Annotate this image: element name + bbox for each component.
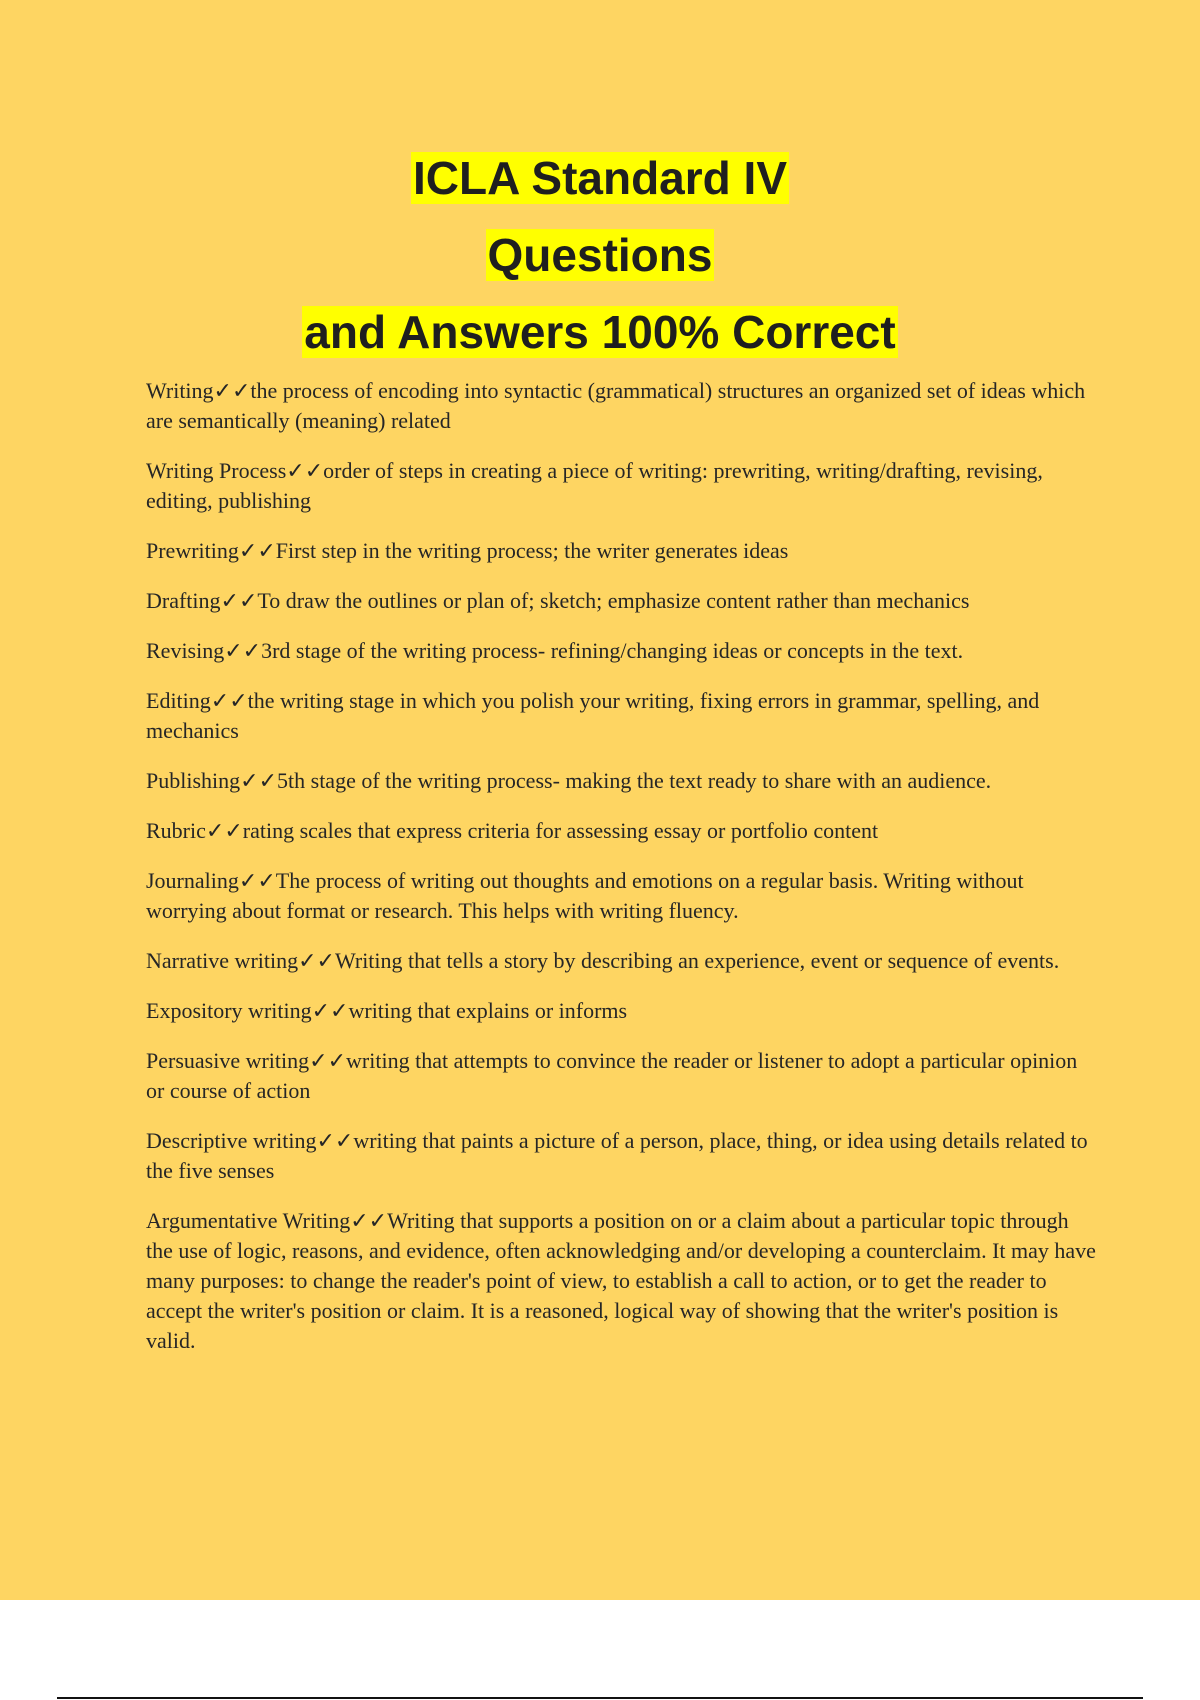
entry-term: Writing (146, 378, 214, 403)
entry-term: Descriptive writing (146, 1128, 317, 1153)
title-line-3: and Answers 100% Correct (304, 306, 896, 358)
entry-definition: writing that paints a picture of a person, place, thing, or idea using details related to the five senses (146, 1128, 1088, 1183)
entry-definition: the writing stage in which you polish your writing, fixing errors in grammar, spelling, and mechanics (146, 688, 1040, 743)
entry-term: Argumentative Writing (146, 1208, 351, 1233)
flashcard-entry (146, 816, 1096, 846)
entry-term: Writing Process (146, 458, 287, 483)
entry-term: Narrative writing (146, 948, 299, 973)
flashcard-entry (146, 456, 1096, 516)
flashcard-entry (146, 996, 1096, 1026)
check-mark-icon: ✓✓ (213, 378, 251, 403)
flashcard-entry (146, 686, 1096, 746)
check-mark-icon: ✓✓ (316, 1128, 354, 1153)
entry-term: Journaling (146, 868, 239, 893)
entry-definition: The process of writing out thoughts and emotions on a regular basis. Writing without worrying about format or research. This helps with writing fluency. (146, 868, 1024, 923)
entry-definition: rating scales that express criteria for assessing essay or portfolio content (242, 818, 879, 843)
entry-term: Persuasive writing (146, 1048, 310, 1073)
entry-definition: 3rd stage of the writing process- refining/changing ideas or concepts in the text. (261, 638, 964, 663)
flashcard-entry (146, 376, 1096, 436)
entry-definition: To draw the outlines or plan of; sketch; emphasize content rather than mechanics (257, 588, 970, 613)
check-mark-icon: ✓✓ (205, 818, 243, 843)
check-mark-icon: ✓✓ (309, 1048, 347, 1073)
flashcard-list (146, 376, 1096, 1376)
check-mark-icon: ✓✓ (286, 458, 324, 483)
flashcard-entry (146, 946, 1096, 976)
entry-definition: First step in the writing process; the writer generates ideas (275, 538, 789, 563)
entry-term: Expository writing (146, 998, 312, 1023)
entry-definition: Writing that tells a story by describing an experience, event or sequence of events. (334, 948, 1060, 973)
flashcard-entry (146, 1126, 1096, 1186)
flashcard-entry (146, 1046, 1096, 1106)
check-mark-icon: ✓✓ (224, 638, 262, 663)
page-footer-divider (57, 1697, 1143, 1699)
entry-term: Rubric (146, 818, 206, 843)
flashcard-entry (146, 536, 1096, 566)
check-mark-icon: ✓✓ (240, 768, 278, 793)
check-mark-icon: ✓✓ (220, 588, 258, 613)
entry-term: Editing (146, 688, 211, 713)
entry-definition: Writing that supports a position on or a claim about a particular topic through the use of logic, reasons, and evidence, often acknowledging and/or developing a counterclaim. It may have many purposes: to change the reader's point of view, to establish a call to action, or to get the reader to accept the writer's position or claim. It is a reasoned, logical way of showing that the writer's position is valid. (146, 1208, 1096, 1353)
entry-definition: the process of encoding into syntactic (grammatical) structures an organized set of ideas which are semantically (meaning) related (146, 378, 1086, 433)
entry-term: Drafting (146, 588, 221, 613)
flashcard-entry (146, 866, 1096, 926)
check-mark-icon: ✓✓ (298, 948, 335, 973)
entry-definition: 5th stage of the writing process- making the text ready to share with an audience. (277, 768, 992, 793)
check-mark-icon: ✓✓ (238, 538, 276, 563)
entry-definition: writing that explains or informs (348, 998, 628, 1023)
entry-term: Revising (146, 638, 225, 663)
entry-term: Publishing (146, 768, 241, 793)
flashcard-entry (146, 1206, 1096, 1356)
check-mark-icon: ✓✓ (350, 1208, 388, 1233)
check-mark-icon: ✓✓ (238, 868, 276, 893)
entry-definition: order of steps in creating a piece of writing: prewriting, writing/drafting, revising, editing, publishing (146, 458, 1043, 513)
flashcard-entry (146, 636, 1096, 666)
flashcard-entry (146, 586, 1096, 616)
document-title (0, 140, 1200, 371)
title-line-2: Questions (487, 229, 713, 281)
title-line-1: ICLA Standard IV (413, 152, 787, 204)
flashcard-entry (146, 766, 1096, 796)
entry-definition: writing that attempts to convince the reader or listener to adopt a particular opinion or course of action (146, 1048, 1078, 1103)
check-mark-icon: ✓✓ (210, 688, 248, 713)
entry-term: Prewriting (146, 538, 239, 563)
check-mark-icon: ✓✓ (311, 998, 349, 1023)
